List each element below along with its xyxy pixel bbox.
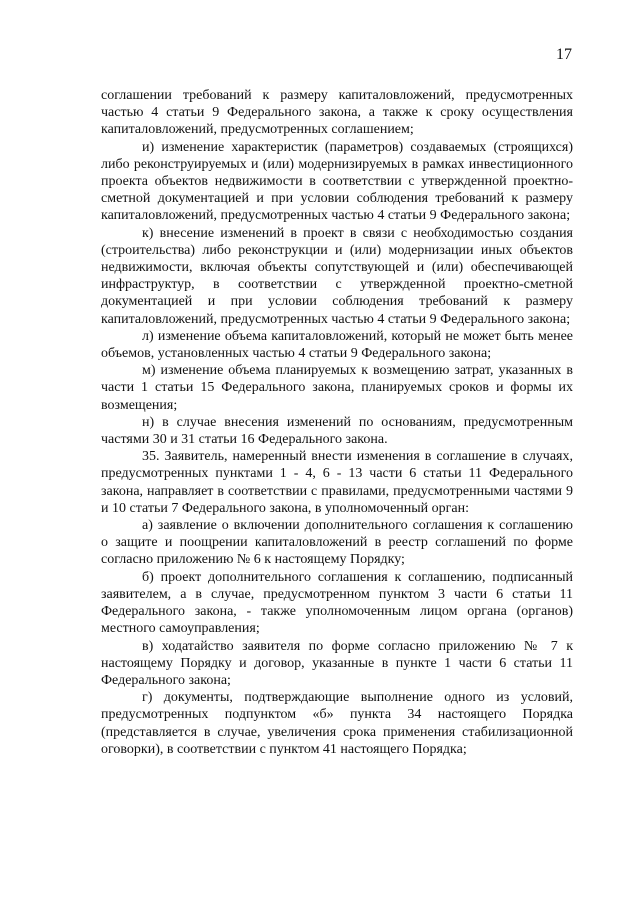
page-number: 17 xyxy=(556,46,572,63)
paragraph-item-i: и) изменение характеристик (параметров) создаваемых (строящихся) либо реконструируемых и (или) модернизируемых в рамках инвестиционного проекта объектов недвижимости в соответствии с утвержденной проектно-сметной документацией и при условии соблюдения требований к размеру капиталовложений, предусмотренных частью 4 статьи 9 Федерального закона; xyxy=(101,139,573,224)
paragraph-item-m: м) изменение объема планируемых к возмещению затрат, указанных в части 1 статьи 15 Федерального закона, планируемых сроков и формы их возмещения; xyxy=(101,363,573,413)
paragraph-item-l: л) изменение объема капиталовложений, который не может быть менее объемов, установленных частью 4 статьи 9 Федерального закона; xyxy=(101,328,573,362)
paragraph-item-v: в) ходатайство заявителя по форме согласно приложению № 7 к настоящему Порядку и договор, указанные в пункте 1 части 6 статьи 11 Федерального закона; xyxy=(101,638,573,688)
paragraph-item-b: б) проект дополнительного соглашения к соглашению, подписанный заявителем, а в случае, предусмотренном пунктом 3 части 6 статьи 11 Федерального закона, - также уполномоченным лицом органа (органов) местного самоуправления; xyxy=(101,569,573,637)
paragraph-item-g: г) документы, подтверждающие выполнение одного из условий, предусмотренных подпунктом «б» пункта 34 настоящего Порядка (представляется в случае, увеличения срока применения стабилизационной оговорки), в соответствии с пунктом 41 настоящего Порядка; xyxy=(101,690,573,757)
document-body xyxy=(101,87,573,758)
paragraph-item-n: н) в случае внесения изменений по основаниям, предусмотренным частями 30 и 31 статьи 16 Федерального закона. xyxy=(101,414,573,448)
paragraph-item-k: к) внесение изменений в проект в связи с необходимостью создания (строительства) либо реконструкции и (или) модернизации иных объектов недвижимости, включая объекты сопутствующей и (или) обеспечивающей инфраструктур, в соответствии с утвержденной проектно-сметной документацией и при условии соблюдения требований к размеру капиталовложений, предусмотренных частью 4 статьи 9 Федерального закона; xyxy=(101,225,573,327)
paragraph-item-a: а) заявление о включении дополнительного соглашения к соглашению о защите и поощрении капиталовложений в реестр соглашений по форме согласно приложению № 6 к настоящему Порядку; xyxy=(101,518,573,568)
paragraph-continuation: соглашении требований к размеру капиталовложений, предусмотренных частью 4 статьи 9 Федерального закона, а также к сроку осуществления капиталовложений, предусмотренных соглашением; xyxy=(101,88,573,138)
paragraph-35: 35. Заявитель, намеренный внести изменения в соглашение в случаях, предусмотренных пунктами 1 - 4, 6 - 13 части 6 статьи 11 Федерального закона, направляет в соответствии с правилами, предусмотренными частями 9 и 10 статьи 7 Федерального закона, в уполномоченный орган: xyxy=(101,449,573,516)
